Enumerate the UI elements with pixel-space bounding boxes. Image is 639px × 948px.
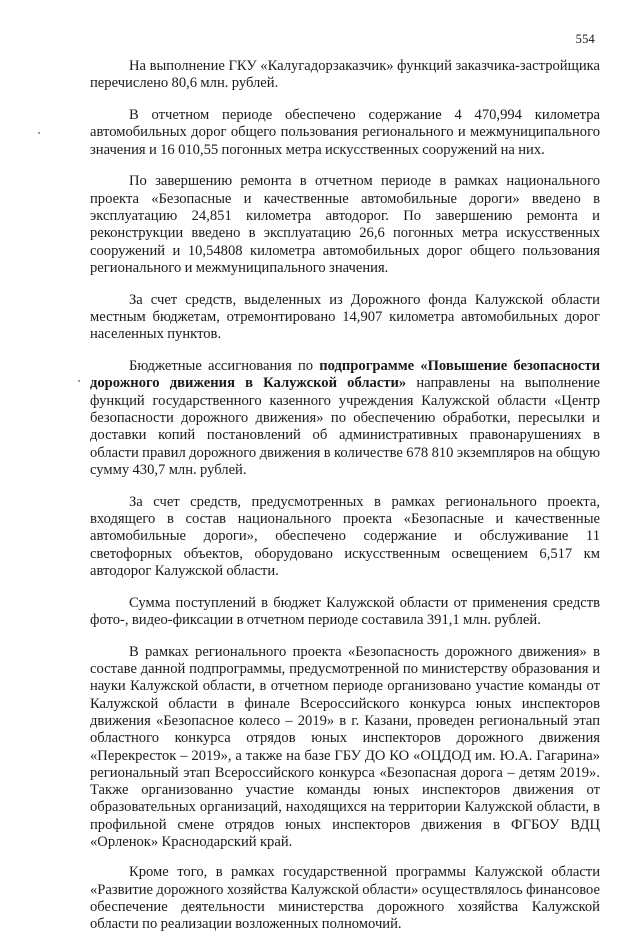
paragraph-young-inspectors: В рамках регионального проекта «Безопасность дорожного движения» в составе данной подпрограммы, предусмотренной по министерству образования и науки Калужской области, в отчетном периоде организовано участие команды от Калужской области в финале Всероссийского конкурса юных инспекторов движения «Безопасное колесо – 2019» в г. Казани, проведен региональный этап областного конкурса отрядов юных инспекторов дорожного движения «Перекресток – 2019», а также на базе ГБУ ДО КО «ОЦДОД им. Ю.А. Гагарина» региональный этап Всероссийского конкурса «Безопасная дорога – детям 2019». Также организованно участие команды юных инспекторов движения от образовательных организаций, находящихся на территории Калужской области, в профильной смене отрядов юных инспекторов движения в ФГБОУ ВДЦ «Орленок» Краснодарский край.	[90, 643, 600, 851]
paragraph-traffic-lights: За счет средств, предусмотренных в рамках регионального проекта, входящего в состав национального проекта «Безопасные и качественные автомобильные дороги», обеспечено содержание и обслуживание 11 светофорных объектов, оборудовано искусственным освещением 6,517 км автодорог Калужской области.	[90, 493, 600, 579]
scan-speck	[38, 132, 40, 134]
paragraph-photo-video-revenue: Сумма поступлений в бюджет Калужской области от применения средств фото-, видео-фиксации в отчетном периоде составила 391,1 млн. рублей.	[90, 594, 600, 629]
subprogram-name: подпрограмме «Повышение безопасности дорожного движения в Калужской области»	[90, 358, 600, 392]
subprogram-text-after: направлены на выполнение функций государственного казенного учреждения Калужской области «Центр безопасности дорожного движения» по обеспечению обработки, пересылки и доставки копий постановлений об административных правонарушениях в области правил дорожного движения в количестве 678 810 экземпляров на общую сумму 430,7 млн. рублей.	[90, 375, 600, 478]
paragraph-repair-results: По завершению ремонта в отчетном периоде в рамках национального проекта «Безопасные и качественные автомобильные дороги» введено в эксплуатацию 24,851 километра автодорог. По завершению ремонта и реконструкции введено в эксплуатацию 26,6 погонных метра искусственных сооружений и 10,54808 километра автомобильных дорог общего пользования регионального и межмуниципального значения.	[90, 173, 600, 276]
paragraph-subprogram-safety	[90, 358, 600, 479]
paragraph-road-fund: За счет средств, выделенных из Дорожного фонда Калужской области местным бюджетам, отремонтировано 14,907 километра автомобильных дорог населенных пунктов.	[90, 291, 600, 343]
paragraph-contractor-funding: На выполнение ГКУ «Калугадорзаказчик» функций заказчика-застройщика перечислено 80,6 млн. рублей.	[90, 58, 600, 92]
paragraph-road-maintenance: В отчетном периоде обеспечено содержание 4 470,994 километра автомобильных дорог общего пользования регионального и межмуниципального значения и 16 010,55 погонных метра искусственных сооружений на них.	[90, 107, 600, 158]
paragraph-ministry-funding: Кроме того, в рамках государственной программы Калужской области «Развитие дорожного хозяйства Калужской области» осуществлялось финансовое обеспечение деятельности министерства дорожного хозяйства Калужской области по реализации возложенных полномочий.	[90, 864, 600, 933]
body-text	[90, 58, 600, 948]
subprogram-text-before: Бюджетные ассигнования по	[129, 358, 320, 375]
page-number: 554	[575, 32, 595, 46]
scan-speck	[78, 380, 80, 382]
